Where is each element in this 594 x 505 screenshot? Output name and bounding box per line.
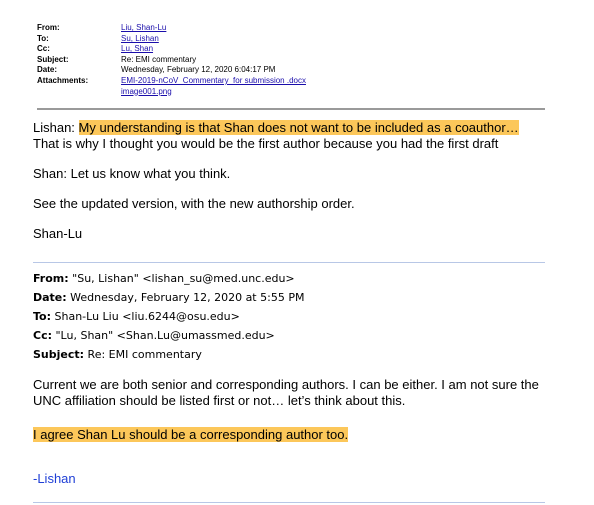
reply-highlight: My understanding is that Shan does not want to be included as a coauthor… — [78, 120, 519, 135]
reply-signature: Shan-Lu — [33, 226, 83, 241]
email-header — [37, 23, 545, 97]
header-cc-row — [37, 44, 545, 55]
cc-label: Cc: — [37, 44, 50, 54]
reply-line-3: Shan: Let us know what you think. — [33, 166, 231, 181]
cc-link[interactable]: Lu, Shan — [121, 44, 154, 54]
from-link[interactable]: Liu, Shan-Lu — [121, 23, 167, 32]
quoted-highlight: I agree Shan Lu should be a corresponding author too. — [33, 427, 349, 442]
quoted-para-1: Current we are both senior and corresponding authors. I can be either. I am not sure the UNC affiliation should be listed first or not… let’s think about this. — [33, 377, 539, 408]
quoted-body — [33, 377, 558, 487]
header-from-row — [37, 23, 545, 34]
quote-divider — [33, 262, 545, 263]
quoted-to: To: Shan-Lu Liu <liu.6244@osu.edu> — [33, 310, 240, 323]
quoted-date: Date: Wednesday, February 12, 2020 at 5:55 PM — [33, 291, 305, 304]
header-divider — [37, 108, 545, 110]
bottom-divider — [33, 502, 545, 503]
quoted-header — [33, 269, 553, 364]
to-label: To: — [37, 33, 49, 43]
attachments-label: Attachments: — [37, 75, 89, 85]
quoted-para-2 — [33, 427, 558, 443]
header-date-row — [37, 65, 545, 76]
header-attachments-row — [37, 76, 545, 97]
attachment-docx-link[interactable]: EMI-2019-nCoV_Commentary_for submission .docx — [121, 75, 306, 85]
subject-label: Subject: — [37, 54, 69, 64]
quoted-signature: -Lishan — [33, 471, 76, 486]
quoted-subject: Subject: Re: EMI commentary — [33, 348, 202, 361]
reply-line-4: See the updated version, with the new authorship order. — [33, 196, 355, 211]
reply-line-1-prefix: Lishan: — [33, 120, 79, 135]
header-to-row — [37, 34, 545, 45]
reply-line-2: That is why I thought you would be the first author because you had the first draft — [33, 136, 499, 151]
to-link[interactable]: Su, Lishan — [121, 33, 159, 43]
date-value: Wednesday, February 12, 2020 6:04:17 PM — [121, 65, 276, 75]
subject-value: Re: EMI commentary — [121, 54, 197, 64]
attachment-image-link[interactable]: image001.png — [121, 86, 172, 96]
reply-line-1 — [33, 120, 558, 136]
reply-body — [33, 120, 558, 242]
quoted-cc: Cc: "Lu, Shan" <Shan.Lu@umassmed.edu> — [33, 329, 275, 342]
from-label: From: — [37, 23, 60, 32]
header-subject-row — [37, 55, 545, 66]
attachments-list — [121, 76, 545, 97]
date-label: Date: — [37, 65, 58, 75]
quoted-from: From: "Su, Lishan" <lishan_su@med.unc.edu> — [33, 272, 295, 285]
